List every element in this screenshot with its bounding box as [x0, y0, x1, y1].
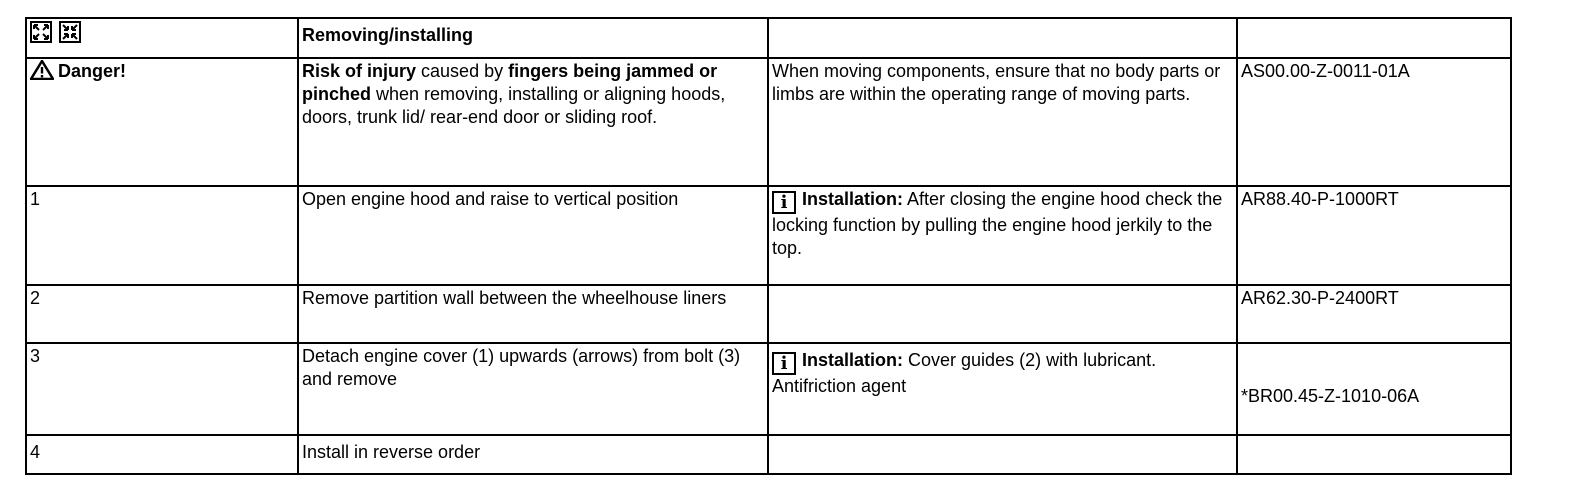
- table-row: [26, 435, 1511, 474]
- step-number: 4: [26, 435, 298, 474]
- risk-text: when removing, installing or aligning hoods, doors, trunk lid/ rear-end door or sliding roof.: [302, 84, 726, 127]
- step-reference[interactable]: AR62.30-P-2400RT: [1237, 285, 1511, 343]
- header-empty-cell: [768, 18, 1237, 58]
- note-text: Cover guides (2) with lubricant.: [903, 350, 1157, 370]
- danger-row: [26, 58, 1511, 186]
- risk-bold-text: Risk of injury: [302, 61, 417, 81]
- danger-risk-cell: [298, 58, 768, 186]
- danger-label: Danger!: [58, 61, 127, 81]
- step-action: Detach engine cover (1) upwards (arrows) from bolt (3) and remove: [298, 343, 768, 435]
- step-note: [768, 186, 1237, 285]
- note-extra: Antifriction agent: [772, 376, 907, 396]
- table-row: [26, 343, 1511, 435]
- step-reference-cell: [1237, 343, 1511, 435]
- step-action: Open engine hood and raise to vertical position: [298, 186, 768, 285]
- table-row: [26, 285, 1511, 343]
- step-note-empty: [768, 435, 1237, 474]
- info-icon: i: [772, 352, 796, 375]
- collapse-icon[interactable]: [59, 21, 81, 52]
- danger-reference[interactable]: AS00.00-Z-0011-01A: [1237, 58, 1511, 186]
- table-header-row: [26, 18, 1511, 58]
- note-text: After closing the engine hood check the locking function by pulling the engine hood jerkily to the top.: [772, 189, 1223, 258]
- step-reference-empty: [1237, 435, 1511, 474]
- expand-icon[interactable]: [30, 21, 52, 52]
- step-note: [768, 343, 1237, 435]
- risk-bold-text: fingers being jammed or pinched: [302, 61, 718, 104]
- danger-label-cell: [26, 58, 298, 186]
- header-empty-cell: [1237, 18, 1511, 58]
- header-title: Removing/installing: [298, 18, 768, 58]
- procedure-table: [25, 17, 1512, 475]
- step-number: 2: [26, 285, 298, 343]
- step-number: 3: [26, 343, 298, 435]
- warning-triangle-icon: [30, 60, 54, 86]
- step-reference[interactable]: *BR00.45-Z-1010-06A: [1241, 386, 1420, 406]
- step-note-empty: [768, 285, 1237, 343]
- note-label: Installation:: [802, 350, 904, 370]
- step-reference[interactable]: AR88.40-P-1000RT: [1237, 186, 1511, 285]
- note-label: Installation:: [802, 189, 904, 209]
- step-action: Install in reverse order: [298, 435, 768, 474]
- table-row: [26, 186, 1511, 285]
- step-action: Remove partition wall between the wheelhouse liners: [298, 285, 768, 343]
- header-icons-cell: [26, 18, 298, 58]
- risk-text: caused by: [416, 61, 509, 81]
- info-icon: i: [772, 191, 796, 214]
- danger-measure: When moving components, ensure that no body parts or limbs are within the operating range of moving parts.: [768, 58, 1237, 186]
- step-number: 1: [26, 186, 298, 285]
